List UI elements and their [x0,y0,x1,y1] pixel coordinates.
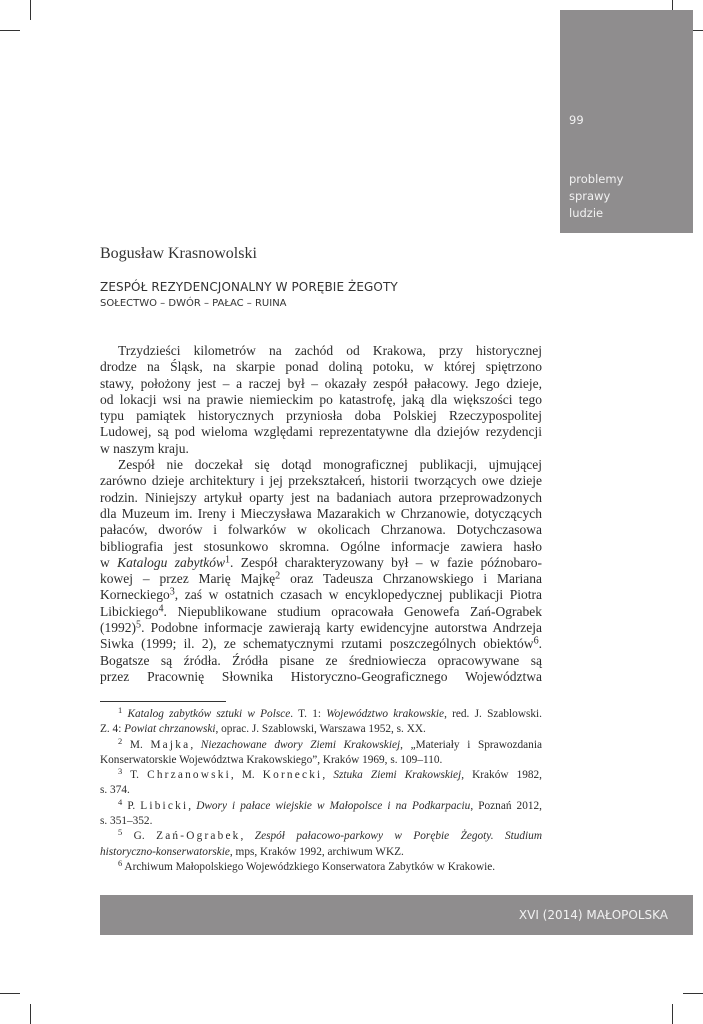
text-line [100,408,542,424]
footnote-line [100,707,542,722]
text-run: w [100,554,118,570]
text-run: Bogatsze są źródła. Źródła pisane ze średniowiecza opracowywane są [100,652,542,668]
text-line [100,473,542,489]
text-line [100,392,542,408]
footnote-ref: 5 [136,619,142,631]
journal-issue: XVI (2014) MAŁOPOLSKA [518,908,668,922]
footnote-ref: 1 [118,705,123,716]
text-run: , [240,830,255,843]
text-run: , [190,738,201,751]
section-tag: problemy [569,172,624,186]
text-line [100,490,542,506]
text-run: . Podobne informacje zawierają karty ewidencyjne autorstwa Andrzeja [141,620,542,636]
text-line [100,522,542,538]
footnote-line [100,783,542,798]
footnote-ref: 5 [118,827,123,838]
text-run: Siwka (1999; il. 2), ze schematycznymi rzutami poszczególnych obiektów [100,636,534,652]
article-author: Bogusław Krasnowolski [100,245,257,262]
footer-bar [100,895,693,935]
text-run: P. [122,799,141,812]
footnote-line [100,796,542,814]
text-line [100,441,542,457]
text-run: Trzydzieści kilometrów na zachód od Krakowa, przy historycznej [118,343,542,358]
text-run: Konserwatorskie Województwa Krakowskiego”, Kraków 1969, s. 109–110. [100,753,443,766]
article-subtitle: SOŁECTWO – DWÓR – PAŁAC – RUINA [100,298,287,309]
text-run: , oprac. J. Szablowski, Warszawa 1952, s. XX. [215,723,426,736]
text-run: w naszym kraju. [100,440,189,456]
text-run: dla Muzeum im. Ireny i Mieczysława Mazarakich w Chrzanowie, dotyczących [100,505,542,521]
section-tags [569,171,623,222]
text-run: Województwo krakowskie [326,708,445,720]
crop-mark [0,993,20,994]
text-line [100,359,542,375]
crop-mark [0,30,20,31]
text-line [100,424,542,440]
text-run: drodze na Śląsk, na skarpie ponad doliną potoku, w której spiętrzono [100,359,542,375]
footnotes [100,707,542,875]
text-run: kowej – przez Marię Majkę [100,571,276,587]
text-line [100,620,542,636]
footnote-line [100,860,542,875]
crop-mark [672,1004,673,1024]
text-run: Z. 4: [100,723,125,736]
text-run: pałaców, dworów i folwarków w okolicach Chrzanowa. Dotychczasowa [100,522,542,538]
text-run: bibliografia jest stosunkowo skromna. Ogólne informacje zawiera hasło [100,538,542,554]
crop-mark [683,993,703,994]
text-run: . [538,636,542,652]
text-run: Korneckiego [100,587,170,603]
text-run: od lokacji wsi na prawie niemieckim po katastrofę, jaką dla większości tego [100,391,542,407]
text-run: Archiwum Małopolskiego Wojewódzkiego Konserwatora Zabytków w Krakowie. [122,860,496,873]
footnote-ref: 3 [118,766,123,777]
footnote-divider [100,701,226,702]
article-body [100,343,542,685]
text-run: , [322,769,334,782]
crop-mark [30,1004,31,1024]
text-run: rodzin. Niniejszy artykuł oparty jest na badaniach autora przeprowadzonych [100,489,542,505]
text-run: Niezachowane dwory Ziemi Krakowskiej [200,738,401,751]
footnote-ref: 4 [118,796,123,807]
text-line [100,376,542,392]
text-run: Powiat chrzanowski [124,723,216,736]
footnote-line [100,735,542,753]
text-run: Dwory i pałace wiejskie w Małopolsce i na Podkarpaciu [196,799,471,812]
text-line [100,669,542,685]
footnote-line [100,845,542,860]
text-line [100,555,542,571]
text-line [100,604,542,620]
text-run: Zespół nie doczekał się dotąd monograficznej publikacji, ujmującej [118,457,542,473]
text-line [100,457,542,473]
footnote-ref: 6 [533,635,539,647]
text-line [100,343,542,359]
text-run: , „Materiały i Sprawozdania [400,738,542,751]
text-run: . Zespół charakteryzowany był – w fazie późnobaro- [230,554,543,570]
footnote-ref: 2 [118,735,123,746]
section-sidebar [560,10,693,233]
text-run: Majka [150,738,191,751]
footnote-ref: 3 [169,586,175,598]
footnote-line [100,753,542,768]
text-run: M. [122,738,151,751]
text-run: zarówno dzieje architektury i jej przekształceń, historii tworzących owe dzieje [100,473,542,489]
text-run: stawy, położony jest – a raczej był – okazały zespół pałacowy. Jego dzieje, [100,375,542,391]
footnote-line [100,722,542,737]
footnote-ref: 6 [118,858,123,869]
section-tag: sprawy [569,189,611,203]
text-run: Ludowej, są pod wieloma względami reprezentatywne dla dziejów rezydencji [100,424,542,440]
text-run: Sztuka Ziemi Krakowskiej [333,769,462,782]
crop-mark [30,0,31,20]
text-run: oraz Tadeusza Chrzanowskiego i Mariana [280,571,543,587]
text-line [100,571,542,587]
text-line [100,653,542,669]
text-run: przez Pracownię Słownika Historyczno-Geograficznego Województwa [100,668,542,684]
text-run: historyczno-konserwatorskie [100,845,230,858]
text-run: Chrzanowski [147,769,231,782]
footnote-line [100,814,542,829]
text-run: Libicki [140,799,189,812]
text-run: , mps, Kraków 1992, archiwum WKZ. [229,845,404,858]
text-run: Kornecki [262,769,323,782]
article-title: ZESPÓŁ REZYDENCJONALNY W PORĘBIE ŻEGOTY [100,280,398,294]
text-line [100,636,542,652]
text-line [100,506,542,522]
text-run: . T. 1: [290,708,327,720]
text-run: . Niepublikowane studium opracowała Genowefa Zań-Ograbek [163,603,542,619]
text-run: s. 374. [100,784,130,797]
text-run: Katalogu zabytków [117,554,225,570]
text-run: , Poznań 2012, [470,799,542,812]
text-run: G. [122,830,157,843]
text-line [100,587,542,603]
text-run: typu pamiątek historycznych przyniosła doba Polskiej Rzeczypospolitej [100,408,542,424]
footnote-ref: 4 [158,603,164,615]
section-tag: ludzie [569,206,604,220]
text-run: , Kraków 1982, [461,769,543,782]
text-run: , [188,799,197,812]
text-run: Zespół pałacowo-parkowy w Porębie Żegoty. Studium [254,830,542,843]
text-run: s. 351–352. [100,815,153,828]
footnote-ref: 2 [275,570,281,582]
text-run: Zań-Ograbek [156,830,241,843]
text-run: T. [122,769,148,782]
footnote-line [100,768,542,783]
footnote-ref: 1 [224,554,231,566]
text-run: Katalog zabytków sztuki w Polsce [127,708,291,720]
text-run: (1992) [100,620,136,636]
text-run: , M. [230,769,263,782]
text-run: Libickiego [100,603,159,619]
text-run: , zaś w ostatnich czasach w encyklopedycznej publikacji Piotra [174,587,542,603]
text-line [100,539,542,555]
page-number: 99 [569,113,584,127]
footnote-line [100,829,542,844]
text-run: , red. J. Szablowski. [444,708,542,720]
